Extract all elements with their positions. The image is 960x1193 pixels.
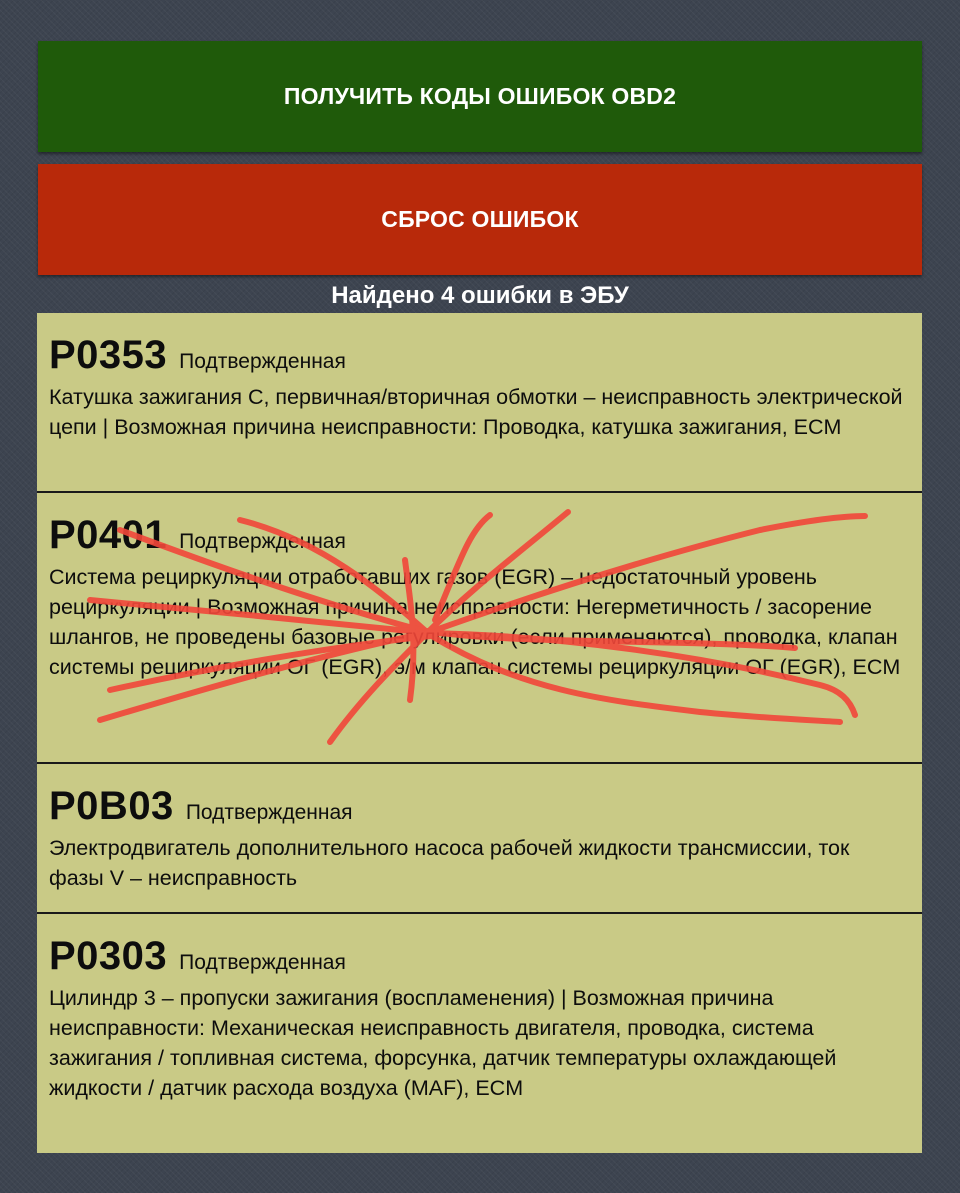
error-code: P0B03 (49, 784, 174, 828)
error-description: Электродвигатель дополнительного насоса рабочей жидкости трансмиссии, ток фазы V – неисправность (49, 836, 850, 890)
error-description: Катушка зажигания С, первичная/вторичная обмотки – неисправность электрической цепи | Возможная причина неисправности: Проводка, катушка зажигания, ECM (49, 385, 903, 439)
error-code: P0353 (49, 333, 168, 377)
error-status: Подтвержденная (179, 350, 346, 373)
error-code: P0303 (49, 934, 168, 978)
reset-errors-button[interactable]: СБРОС ОШИБОК (38, 164, 922, 275)
error-status: Подтвержденная (179, 951, 346, 974)
get-obd2-codes-button[interactable]: ПОЛУЧИТЬ КОДЫ ОШИБОК OBD2 (38, 41, 922, 152)
error-card (37, 784, 922, 893)
error-card (37, 934, 922, 1103)
error-code: P0401 (49, 513, 168, 557)
divider (37, 912, 922, 914)
divider (37, 491, 922, 493)
error-description: Система рециркуляции отработавших газов (EGR) – недостаточный уровень рециркуляции | Возможная причина неисправности: Негерметичность / засорение шлангов, не проведены базовые регулировки (если применяются), проводка, клапан системы рециркуляции ОГ (EGR), э/м клапан системы рециркуляции ОГ (EGR), ECM (49, 565, 901, 679)
error-description: Цилиндр 3 – пропуски зажигания (воспламенения) | Возможная причина неисправности: Механическая неисправность двигателя, проводка, система зажигания / топливная система, форсунка, датчик температуры охлаждающей жидкости / датчик расхода воздуха (MAF), ECM (49, 986, 837, 1100)
error-status: Подтвержденная (179, 530, 346, 553)
divider (37, 762, 922, 764)
error-status: Подтвержденная (185, 801, 353, 824)
error-card (37, 513, 922, 682)
errors-found-summary: Найдено 4 ошибки в ЭБУ (331, 282, 629, 309)
error-list (37, 313, 922, 1153)
error-card (37, 333, 922, 442)
